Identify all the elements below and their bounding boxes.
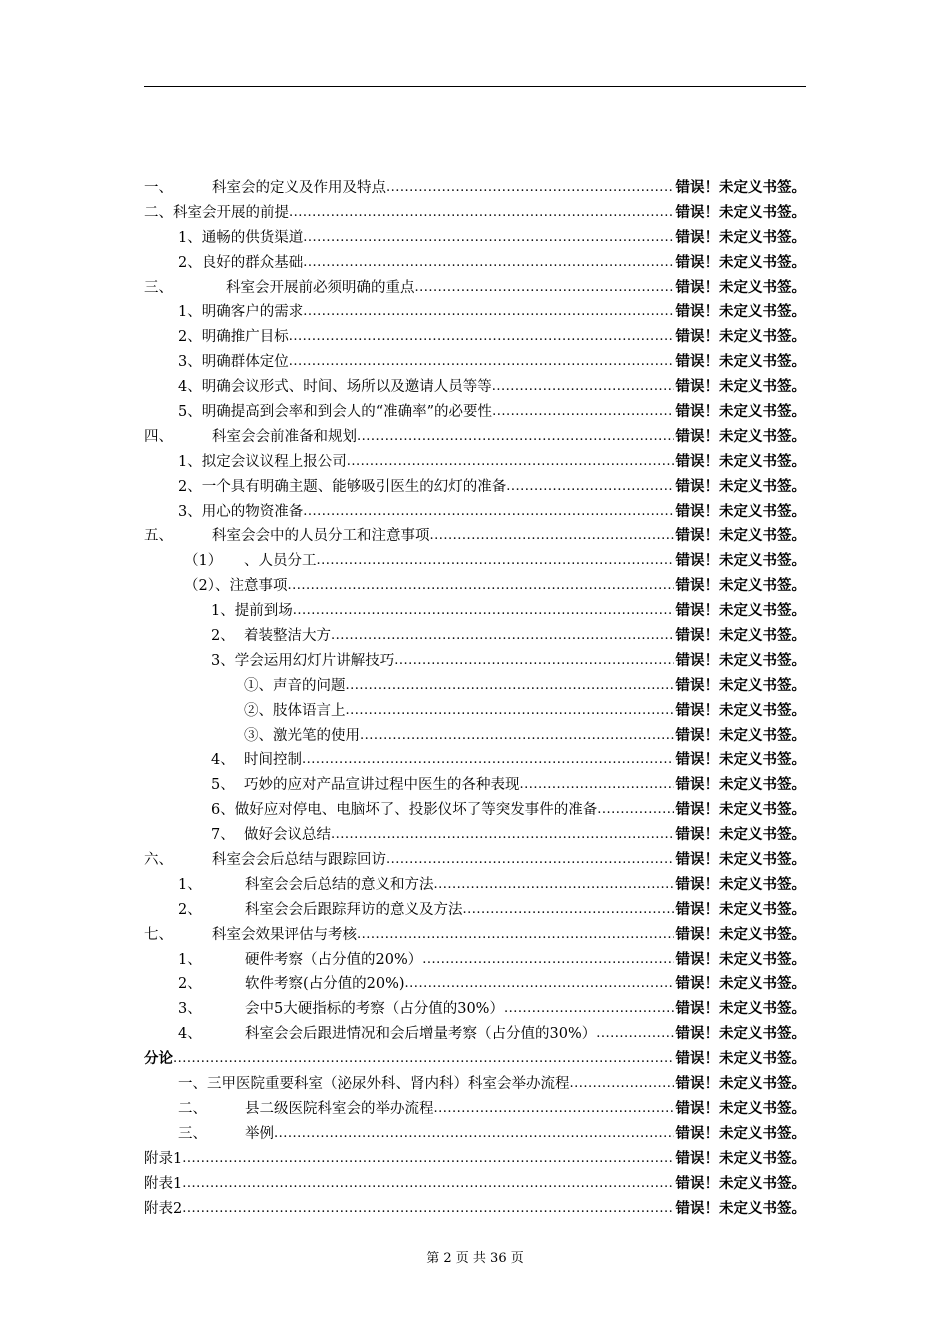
dot-leader <box>504 997 674 1022</box>
dot-leader <box>293 599 674 624</box>
toc-label: 、人员分工 <box>244 553 317 570</box>
toc-page-ref: 错误！未定义书签。 <box>675 478 806 495</box>
toc-entry[interactable] <box>144 1072 806 1097</box>
toc-entry[interactable] <box>144 848 806 873</box>
toc-page-ref: 错误！未定义书签。 <box>675 553 806 570</box>
toc-label: 科室会会前准备和规划 <box>212 428 357 445</box>
toc-page-ref: 错误！未定义书签。 <box>675 453 806 470</box>
toc-entry[interactable] <box>144 276 806 301</box>
toc-page-ref: 错误！未定义书签。 <box>675 1001 806 1018</box>
dot-leader <box>303 500 673 525</box>
toc-page-ref: 错误！未定义书签。 <box>675 652 806 669</box>
toc-page-ref: 错误！未定义书签。 <box>675 379 806 396</box>
toc-entry[interactable] <box>144 1122 806 1147</box>
toc-label: 会中5大硬指标的考察（占分值的30%） <box>245 1001 504 1018</box>
dot-leader <box>394 649 673 674</box>
toc-label: 科室会效果评估与考核 <box>212 926 357 943</box>
dot-leader <box>492 375 674 400</box>
dot-leader <box>303 226 673 251</box>
toc-number: 三、 <box>144 279 173 296</box>
toc-label: 着装整洁大方 <box>244 628 331 645</box>
toc-entry[interactable] <box>144 325 806 350</box>
toc-page-ref: 错误！未定义书签。 <box>675 329 806 346</box>
dot-leader <box>289 350 674 375</box>
toc-number: 3、 <box>178 1001 202 1018</box>
toc-entry[interactable] <box>144 251 806 276</box>
toc-number: 1、 <box>178 951 202 968</box>
toc-label: 3、学会运用幻灯片讲解技巧 <box>211 652 395 669</box>
toc-entry[interactable] <box>144 1197 806 1222</box>
toc-label: 县二级医院科室会的举办流程 <box>245 1100 434 1117</box>
toc-entry[interactable] <box>144 450 806 475</box>
dot-leader <box>347 450 674 475</box>
toc-entry[interactable] <box>144 574 806 599</box>
toc-number: 5、 <box>211 777 235 794</box>
toc-entry[interactable] <box>144 1097 806 1122</box>
toc-entry[interactable] <box>144 674 806 699</box>
toc-number: 七、 <box>144 926 173 943</box>
toc-label: 巧妙的应对产品宣讲过程中医生的各种表现 <box>244 777 520 794</box>
dot-leader <box>303 300 673 325</box>
toc-entry[interactable] <box>144 201 806 226</box>
toc-page-ref: 错误！未定义书签。 <box>675 876 806 893</box>
toc-page-ref: 错误！未定义书签。 <box>675 603 806 620</box>
toc-number: 2、 <box>211 628 235 645</box>
toc-label: 做好会议总结 <box>244 827 331 844</box>
dot-leader <box>360 724 674 749</box>
toc-number: 四、 <box>144 428 173 445</box>
dot-leader <box>182 1197 673 1222</box>
toc-label: 举例 <box>245 1125 274 1142</box>
toc-entry[interactable] <box>144 350 806 375</box>
toc-entry[interactable] <box>144 400 806 425</box>
dot-leader <box>386 848 674 873</box>
toc-number: 7、 <box>211 827 235 844</box>
toc-page-ref: 错误！未定义书签。 <box>675 752 806 769</box>
toc-entry[interactable] <box>144 1147 806 1172</box>
toc-page-ref: 错误！未定义书签。 <box>675 827 806 844</box>
dot-leader <box>415 276 674 301</box>
dot-leader <box>289 325 674 350</box>
toc-page-ref: 错误！未定义书签。 <box>675 204 806 221</box>
toc-label: 科室会会后跟踪拜访的意义及方法 <box>245 901 463 918</box>
toc-page-ref: 错误！未定义书签。 <box>675 677 806 694</box>
toc-entry[interactable] <box>144 973 806 998</box>
toc-number: （1） <box>184 553 223 570</box>
dot-leader <box>357 425 674 450</box>
toc-label: 附表1 <box>144 1175 183 1192</box>
toc-label: 一、三甲医院重要科室（泌尿外科、肾内科）科室会举办流程 <box>178 1076 570 1093</box>
toc-number: 1、 <box>178 876 202 893</box>
dot-leader <box>492 400 673 425</box>
toc-page-ref: 错误！未定义书签。 <box>675 528 806 545</box>
toc-page-ref: 错误！未定义书签。 <box>675 777 806 794</box>
toc-page-ref: 错误！未定义书签。 <box>675 702 806 719</box>
dot-leader <box>317 549 674 574</box>
dot-leader <box>520 773 674 798</box>
toc-page-ref: 错误！未定义书签。 <box>675 727 806 744</box>
toc-label: 软件考察(占分值的20%) <box>245 976 405 993</box>
toc-page-ref: 错误！未定义书签。 <box>675 404 806 420</box>
toc-page-ref: 错误！未定义书签。 <box>675 1026 806 1043</box>
toc-number: 五、 <box>144 528 173 545</box>
toc-page-ref: 错误！未定义书签。 <box>675 1076 806 1093</box>
toc-entry[interactable] <box>144 823 806 848</box>
toc-label: 1、提前到场 <box>211 603 293 620</box>
toc-label: 3、用心的物资准备 <box>178 503 304 520</box>
toc-page-ref: 错误！未定义书签。 <box>675 304 806 321</box>
toc-entry[interactable] <box>144 549 806 574</box>
toc-number: 三、 <box>178 1125 207 1142</box>
dot-leader <box>463 898 674 923</box>
toc-label: 2、明确推广目标 <box>178 329 289 346</box>
dot-leader <box>346 674 674 699</box>
toc-label: 分论 <box>144 1051 173 1068</box>
dot-leader <box>596 1022 673 1047</box>
dot-leader <box>274 1122 674 1147</box>
dot-leader <box>303 251 673 276</box>
dot-leader <box>346 699 674 724</box>
toc-entry[interactable] <box>144 1047 806 1072</box>
toc-label: （2）、注意事项 <box>184 578 288 595</box>
toc-label: 2、良好的群众基础 <box>178 254 304 271</box>
toc-number: 2、 <box>178 976 202 993</box>
toc-page-ref: 错误！未定义书签。 <box>675 852 806 869</box>
dot-leader <box>331 823 674 848</box>
toc-label: 1、明确客户的需求 <box>178 304 304 321</box>
toc-label: 6、做好应对停电、电脑坏了、投影仪坏了等突发事件的准备 <box>211 802 598 819</box>
dot-leader <box>434 1097 674 1122</box>
toc-page-ref: 错误！未定义书签。 <box>675 1150 806 1167</box>
toc-entry[interactable] <box>144 699 806 724</box>
toc-number: 4、 <box>211 752 235 769</box>
toc-entry[interactable] <box>144 375 806 400</box>
toc-entry[interactable] <box>144 649 806 674</box>
toc-label: 科室会会中的人员分工和注意事项 <box>212 528 430 545</box>
toc-entry[interactable] <box>144 798 806 823</box>
dot-leader <box>182 1172 673 1197</box>
toc-label: 科室会会后跟进情况和会后增量考察（占分值的30%） <box>245 1026 597 1043</box>
toc-page-ref: 错误！未定义书签。 <box>675 179 806 196</box>
toc-label: ③、激光笔的使用 <box>244 727 360 744</box>
toc-entry[interactable] <box>144 873 806 898</box>
toc-page-ref: 错误！未定义书签。 <box>675 1175 806 1192</box>
toc-entry[interactable] <box>144 226 806 251</box>
toc-entry[interactable] <box>144 724 806 749</box>
toc-label: 科室会会后总结的意义和方法 <box>245 876 434 893</box>
toc-page-ref: 错误！未定义书签。 <box>675 428 806 445</box>
table-of-contents <box>144 176 806 1221</box>
toc-entry[interactable] <box>144 475 806 500</box>
toc-page-ref: 错误！未定义书签。 <box>675 1125 806 1142</box>
toc-label: ①、声音的问题 <box>244 677 346 694</box>
toc-entry[interactable] <box>144 1022 806 1047</box>
toc-label: 二、科室会开展的前提 <box>144 204 289 221</box>
toc-entry[interactable] <box>144 773 806 798</box>
toc-page-ref: 错误！未定义书签。 <box>675 1051 806 1068</box>
toc-label: 1、拟定会议议程上报公司 <box>178 453 347 470</box>
toc-label: ②、肢体语言上 <box>244 702 346 719</box>
dot-leader <box>434 873 674 898</box>
toc-label: 科室会的定义及作用及特点 <box>212 179 386 196</box>
toc-label: 科室会会后总结与跟踪回访 <box>212 852 386 869</box>
toc-page-ref: 错误！未定义书签。 <box>675 578 806 595</box>
dot-leader <box>182 1147 673 1172</box>
toc-page-ref: 错误！未定义书签。 <box>675 279 806 296</box>
toc-page-ref: 错误！未定义书签。 <box>675 976 806 993</box>
toc-page-ref: 错误！未定义书签。 <box>675 1200 806 1217</box>
toc-entry[interactable] <box>144 599 806 624</box>
toc-entry[interactable] <box>144 524 806 549</box>
toc-number: 一、 <box>144 179 173 196</box>
toc-entry[interactable] <box>144 1172 806 1197</box>
toc-label: 5、明确提高到会率和到会人的“准确率”的必要性 <box>178 404 493 420</box>
dot-leader <box>289 201 674 226</box>
header-rule <box>144 86 806 87</box>
toc-label: 3、明确群体定位 <box>178 354 289 371</box>
toc-entry[interactable] <box>144 425 806 450</box>
toc-entry[interactable] <box>144 898 806 923</box>
dot-leader <box>331 624 674 649</box>
toc-label: 4、明确会议形式、时间、场所以及邀请人员等等 <box>178 379 492 396</box>
dot-leader <box>173 1047 674 1072</box>
toc-number: 4、 <box>178 1026 202 1043</box>
toc-page-ref: 错误！未定义书签。 <box>675 926 806 943</box>
dot-leader <box>357 923 674 948</box>
dot-leader <box>597 798 673 823</box>
toc-number: 六、 <box>144 852 173 869</box>
toc-entry[interactable] <box>144 176 806 201</box>
dot-leader <box>287 574 673 599</box>
toc-entry[interactable] <box>144 748 806 773</box>
toc-label: 时间控制 <box>244 752 302 769</box>
toc-label: 硬件考察（占分值的20%） <box>245 951 423 968</box>
toc-page-ref: 错误！未定义书签。 <box>675 254 806 271</box>
toc-entry[interactable] <box>144 997 806 1022</box>
toc-page-ref: 错误！未定义书签。 <box>675 628 806 645</box>
page-footer: 第 2 页 共 36 页 <box>426 1251 524 1266</box>
toc-entry[interactable] <box>144 624 806 649</box>
toc-page-ref: 错误！未定义书签。 <box>675 229 806 246</box>
toc-label: 附录1 <box>144 1150 183 1167</box>
toc-label: 1、通畅的供货渠道 <box>178 229 304 246</box>
toc-page-ref: 错误！未定义书签。 <box>675 901 806 918</box>
dot-leader <box>570 1072 674 1097</box>
toc-label: 科室会开展前必须明确的重点 <box>226 279 415 296</box>
toc-entry[interactable] <box>144 923 806 948</box>
toc-page-ref: 错误！未定义书签。 <box>675 951 806 968</box>
toc-entry[interactable] <box>144 500 806 525</box>
toc-entry[interactable] <box>144 948 806 973</box>
toc-number: 二、 <box>178 1100 207 1117</box>
dot-leader <box>405 972 674 997</box>
dot-leader <box>506 475 673 500</box>
toc-label: 2、一个具有明确主题、能够吸引医生的幻灯的准备 <box>178 478 507 495</box>
toc-page-ref: 错误！未定义书签。 <box>675 1100 806 1117</box>
toc-page-ref: 错误！未定义书签。 <box>675 354 806 371</box>
toc-page-ref: 错误！未定义书签。 <box>675 802 806 819</box>
dot-leader <box>386 176 674 201</box>
toc-entry[interactable] <box>144 300 806 325</box>
toc-number: 2、 <box>178 901 202 918</box>
toc-label: 附表2 <box>144 1200 183 1217</box>
dot-leader <box>302 748 674 773</box>
dot-leader <box>430 524 674 549</box>
dot-leader <box>422 948 673 973</box>
toc-page-ref: 错误！未定义书签。 <box>675 503 806 520</box>
